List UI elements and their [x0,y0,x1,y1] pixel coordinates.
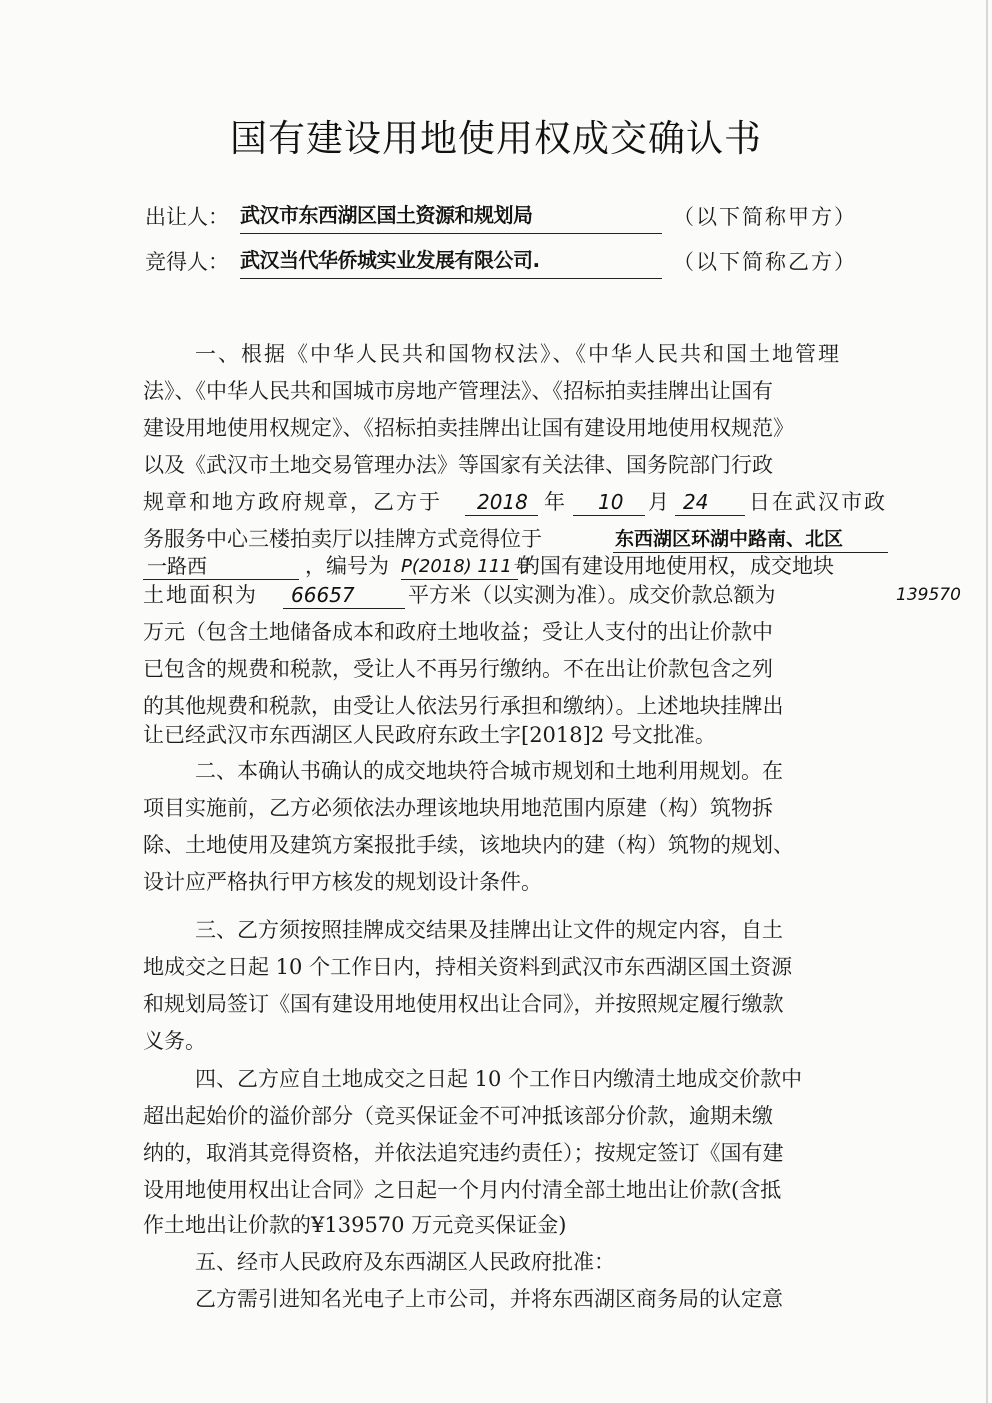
bidder-row [145,242,865,282]
paragraph-line [143,614,903,651]
line-text: 万元（包含土地储备成本和政府土地收益；受让人支付的出让价款中 [143,620,773,644]
area-line [143,577,961,614]
paragraph-line [143,1244,903,1281]
paragraph-line [143,651,903,688]
line-text: 超出起始价的溢价部分（竞买保证金不可冲抵该部分价款，逾期未缴 [143,1104,773,1128]
transferor-note: （以下简称甲方） [673,205,857,229]
line-text: 平方米（以实测为准）。成交价款总额为 [408,583,776,607]
paragraph-line [143,1207,903,1244]
transferor-name: 武汉市东西湖区国土资源和规划局 [240,195,662,234]
year-unit: 年 [544,490,565,514]
line-text: 一、根据《中华人民共和国物权法》、《中华人民共和国土地管理 [195,342,841,366]
document-title: 国有建设用地使用权成交确认书 [230,117,762,160]
line-text: 日在武汉市政 [749,490,887,514]
line-text: 的其他规费和税款，由受让人依法另行承担和缴纳）。上述地块挂牌出 [143,694,784,718]
bidder-note: （以下简称乙方） [673,250,857,274]
bidder-name: 武汉当代华侨城实业发展有限公司. [240,240,662,279]
paragraph-line [143,864,903,901]
line-text: 建设用地使用权规定》、《招标拍卖挂牌出让国有建设用地使用权规范》 [143,416,794,440]
month-unit: 月 [648,490,669,514]
line-text: 设用地使用权出让合同》之日起一个月内付清全部土地出让价款(含抵 [143,1178,782,1202]
line-text: 项目实施前，乙方必须依法办理该地块用地范围内原建（构）筑物拆 [143,796,773,820]
line-text: 义务。 [143,1029,206,1053]
line-text: 四、乙方应自土地成交之日起 10 个工作日内缴清土地成交价款中 [195,1067,803,1091]
paragraph-line [143,790,903,827]
paragraph-line [143,986,903,1023]
bidder-label: 竞得人： [145,250,229,274]
handwritten-month: 10 [598,490,624,514]
line-text: 让已经武汉市东西湖区人民政府东政土字[2018]2 号文批准。 [143,723,716,747]
paragraph-line [143,753,903,790]
paragraph-line [143,827,903,864]
line-text: 规章和地方政府规章，乙方于 [143,490,442,514]
line-text: 二、本确认书确认的成交地块符合城市规划和土地利用规划。在 [195,759,783,783]
paragraph-line [143,373,903,410]
line-text: 法》、《中华人民共和国城市房地产管理法》、《招标拍卖挂牌出让国有 [143,379,773,403]
line-text: 除、土地使用及建筑方案报批手续，该地块内的建（构）筑物的规划、 [143,833,794,857]
paragraph-line [143,912,903,949]
handwritten-parcel-number: P(2018) 111号 [401,556,530,577]
line-text: ，编号为 [305,554,389,578]
paragraph-line [143,1061,903,1098]
handwritten-area: 66657 [291,583,355,607]
line-text: 设计应严格执行甲方核发的规划设计条件。 [143,870,542,894]
line-text: 已包含的规费和税款，受让人不再另行缴纳。不在出让价款包含之列 [143,657,773,681]
paragraph-line [143,1098,903,1135]
paragraph-line [143,1023,903,1060]
line-text: 和规划局签订《国有建设用地使用权出让合同》，并按照规定履行缴款 [143,992,784,1016]
line-text: 乙方需引进知名光电子上市公司，并将东西湖区商务局的认定意 [195,1287,783,1311]
line-text: 务服务中心三楼拍卖厅以挂牌方式竞得位于 [143,527,542,551]
line-text: 地成交之日起 10 个工作日内，持相关资料到武汉市东西湖区国土资源 [143,955,793,979]
line-text: 作土地出让价款的¥139570 万元竞买保证金) [143,1213,567,1237]
paragraph-line [143,1281,903,1318]
paragraph-line [143,717,903,754]
date-line [143,484,903,521]
line-text: 以及《武汉市土地交易管理办法》等国家有关法律、国务院部门行政 [143,453,773,477]
line-text: 五、经市人民政府及东西湖区人民政府批准： [195,1250,615,1274]
transferor-label: 出让人： [145,205,229,229]
transferor-row [145,197,865,237]
paragraph-line [143,1172,903,1209]
handwritten-location-1: 东西湖区环湖中路南、北区 [615,528,844,550]
handwritten-year: 2018 [477,490,528,514]
scan-edge [986,0,988,1403]
line-text: 纳的，取消其竞得资格，并依法追究违约责任）；按规定签订《国有建 [143,1141,784,1165]
paragraph-line [143,336,903,373]
paragraph-line [143,410,903,447]
paragraph-line [143,447,903,484]
paragraph-line [143,949,903,986]
line-text: 土地面积为 [143,583,258,607]
handwritten-total-price: 139570 [896,585,961,605]
line-text: 三、乙方须按照挂牌成交结果及挂牌出让文件的规定内容，自土 [195,918,783,942]
handwritten-day: 24 [683,490,709,514]
line-text: 的国有建设用地使用权，成交地块 [519,554,834,578]
handwritten-location-2: 一路西 [147,554,207,578]
paragraph-line [143,1135,903,1172]
